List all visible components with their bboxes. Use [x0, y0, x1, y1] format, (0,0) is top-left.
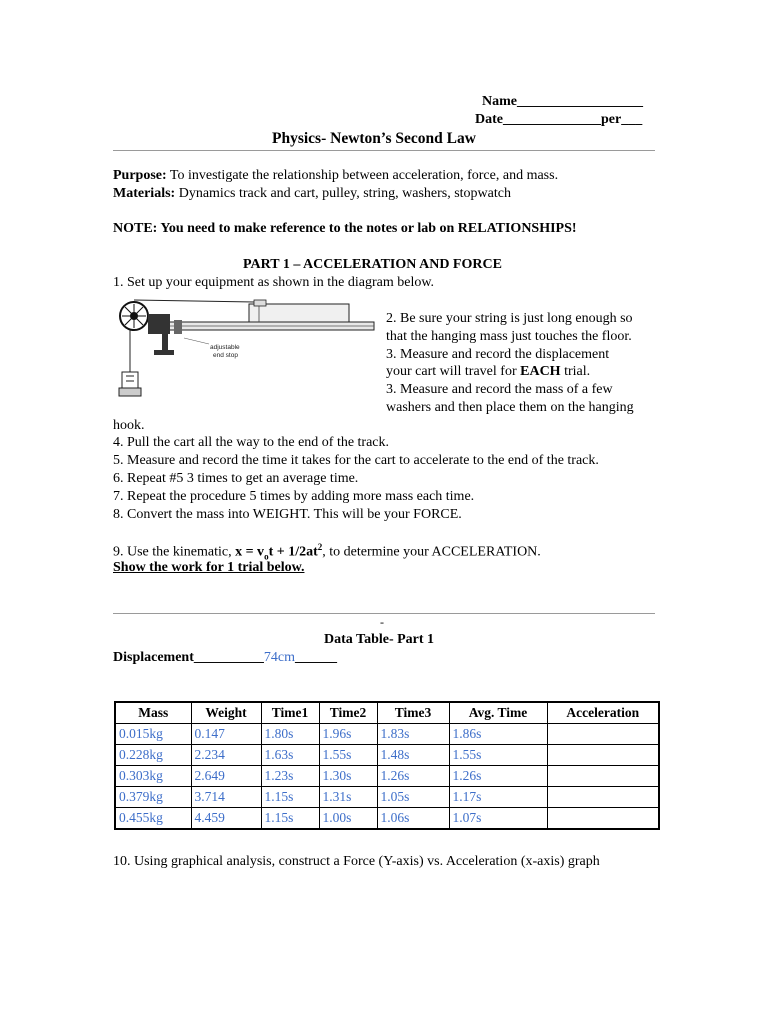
- cell-avg-time: 1.26s: [449, 766, 547, 787]
- cell-time3: 1.06s: [377, 808, 449, 830]
- cell-time2: 1.30s: [319, 766, 377, 787]
- cell-avg-time: 1.55s: [449, 745, 547, 766]
- step-2-line-1: 2. Be sure your string is just long enough so: [386, 311, 633, 326]
- step-3b-line-2: washers and then place them on the hanging: [386, 400, 634, 415]
- table-row: [115, 766, 659, 787]
- header-avg-time: Avg. Time: [449, 702, 547, 724]
- header-time2: Time2: [319, 702, 377, 724]
- table-row: [115, 745, 659, 766]
- displacement-line: [113, 650, 337, 666]
- cell-mass: 0.228kg: [115, 745, 191, 766]
- title-rule: [113, 150, 655, 151]
- formula-sup: 2: [317, 542, 323, 552]
- cell-weight: 0.147: [191, 724, 261, 745]
- cell-acceleration: [547, 745, 659, 766]
- table-row: [115, 787, 659, 808]
- stray-dash: -: [380, 615, 384, 629]
- cell-avg-time: 1.07s: [449, 808, 547, 830]
- header-mass: Mass: [115, 702, 191, 724]
- purpose-label: Purpose:: [113, 168, 167, 183]
- cell-mass: 0.015kg: [115, 724, 191, 745]
- step-4: 4. Pull the cart all the way to the end of the track.: [113, 435, 390, 450]
- cell-acceleration: [547, 724, 659, 745]
- formula-sub: o: [264, 551, 269, 562]
- cell-time1: 1.23s: [261, 766, 319, 787]
- cell-mass: 0.379kg: [115, 787, 191, 808]
- cell-acceleration: [547, 787, 659, 808]
- step-3a-line-2: [386, 364, 590, 380]
- cell-weight: 2.649: [191, 766, 261, 787]
- table-row: [115, 724, 659, 745]
- header-weight: Weight: [191, 702, 261, 724]
- formula-part-1: x = v: [235, 544, 265, 560]
- step-3a-line-1: 3. Measure and record the displacement: [386, 347, 610, 362]
- step-3a-pre: your cart will travel for: [386, 364, 521, 379]
- cell-weight: 2.234: [191, 745, 261, 766]
- materials-line: [113, 186, 511, 202]
- part1-heading: PART 1 – ACCELERATION AND FORCE: [243, 257, 502, 272]
- step-8: 8. Convert the mass into WEIGHT. This will be your FORCE.: [113, 507, 462, 522]
- displacement-tail: ______: [295, 650, 337, 665]
- displacement-label: Displacement__________: [113, 650, 264, 665]
- cell-time3: 1.83s: [377, 724, 449, 745]
- step-3a-each: EACH: [520, 364, 561, 379]
- date-field: Date______________per___: [475, 112, 643, 127]
- materials-text: Dynamics track and cart, pulley, string, washers, stopwatch: [175, 186, 511, 201]
- cell-avg-time: 1.86s: [449, 724, 547, 745]
- cell-time1: 1.63s: [261, 745, 319, 766]
- cell-time2: 1.31s: [319, 787, 377, 808]
- purpose-line: [113, 168, 558, 184]
- step-2-line-2: that the hanging mass just touches the floor.: [386, 329, 632, 344]
- cell-time2: 1.55s: [319, 745, 377, 766]
- purpose-text: To investigate the relationship between acceleration, force, and mass.: [166, 168, 559, 183]
- step-9: [113, 542, 541, 561]
- show-work-text: Show the work for 1 trial below.: [113, 560, 305, 575]
- step-9-post: , to determine your ACCELERATION.: [322, 544, 541, 560]
- cell-time3: 1.26s: [377, 766, 449, 787]
- cell-avg-time: 1.17s: [449, 787, 547, 808]
- step-3b-line-3: hook.: [113, 418, 145, 433]
- cell-time1: 1.80s: [261, 724, 319, 745]
- cell-mass: 0.303kg: [115, 766, 191, 787]
- header-time3: Time3: [377, 702, 449, 724]
- step-1: 1. Set up your equipment as shown in the diagram below.: [113, 275, 435, 290]
- displacement-value: 74cm: [263, 650, 295, 665]
- cell-time3: 1.05s: [377, 787, 449, 808]
- step-3b-line-1: 3. Measure and record the mass of a few: [386, 382, 613, 397]
- cell-time2: 1.96s: [319, 724, 377, 745]
- cell-mass: 0.455kg: [115, 808, 191, 830]
- step-7: 7. Repeat the procedure 5 times by adding more mass each time.: [113, 489, 475, 504]
- formula-part-2: t + 1/2at: [268, 544, 318, 560]
- diagram-label-endstop: end stop: [213, 352, 238, 359]
- page-title: Physics- Newton’s Second Law: [272, 130, 476, 147]
- step-5: 5. Measure and record the time it takes for the cart to accelerate to the end of the track.: [113, 453, 599, 468]
- cell-time2: 1.00s: [319, 808, 377, 830]
- cell-weight: 4.459: [191, 808, 261, 830]
- cell-acceleration: [547, 766, 659, 787]
- step-9-pre: 9. Use the kinematic,: [113, 544, 236, 560]
- work-rule: [113, 613, 655, 614]
- data-table: [114, 701, 660, 830]
- header-time1: Time1: [261, 702, 319, 724]
- cell-weight: 3.714: [191, 787, 261, 808]
- note-text: NOTE: You need to make reference to the notes or lab on RELATIONSHIPS!: [113, 221, 577, 236]
- cell-acceleration: [547, 808, 659, 830]
- step-6: 6. Repeat #5 3 times to get an average time.: [113, 471, 359, 486]
- cell-time3: 1.48s: [377, 745, 449, 766]
- step-10: 10. Using graphical analysis, construct a Force (Y-axis) vs. Acceleration (x-axis) graph: [113, 854, 600, 869]
- step-3a-post: trial.: [560, 364, 591, 379]
- data-table-title: Data Table- Part 1: [324, 632, 435, 647]
- name-field: Name__________________: [482, 94, 643, 109]
- cell-time1: 1.15s: [261, 787, 319, 808]
- table-header-row: [115, 702, 659, 724]
- materials-label: Materials:: [113, 186, 176, 201]
- cell-time1: 1.15s: [261, 808, 319, 830]
- table-row: [115, 808, 659, 830]
- header-acceleration: Acceleration: [547, 702, 659, 724]
- equipment-diagram: [114, 292, 376, 404]
- diagram-label-adjustable: adjustable: [210, 344, 240, 351]
